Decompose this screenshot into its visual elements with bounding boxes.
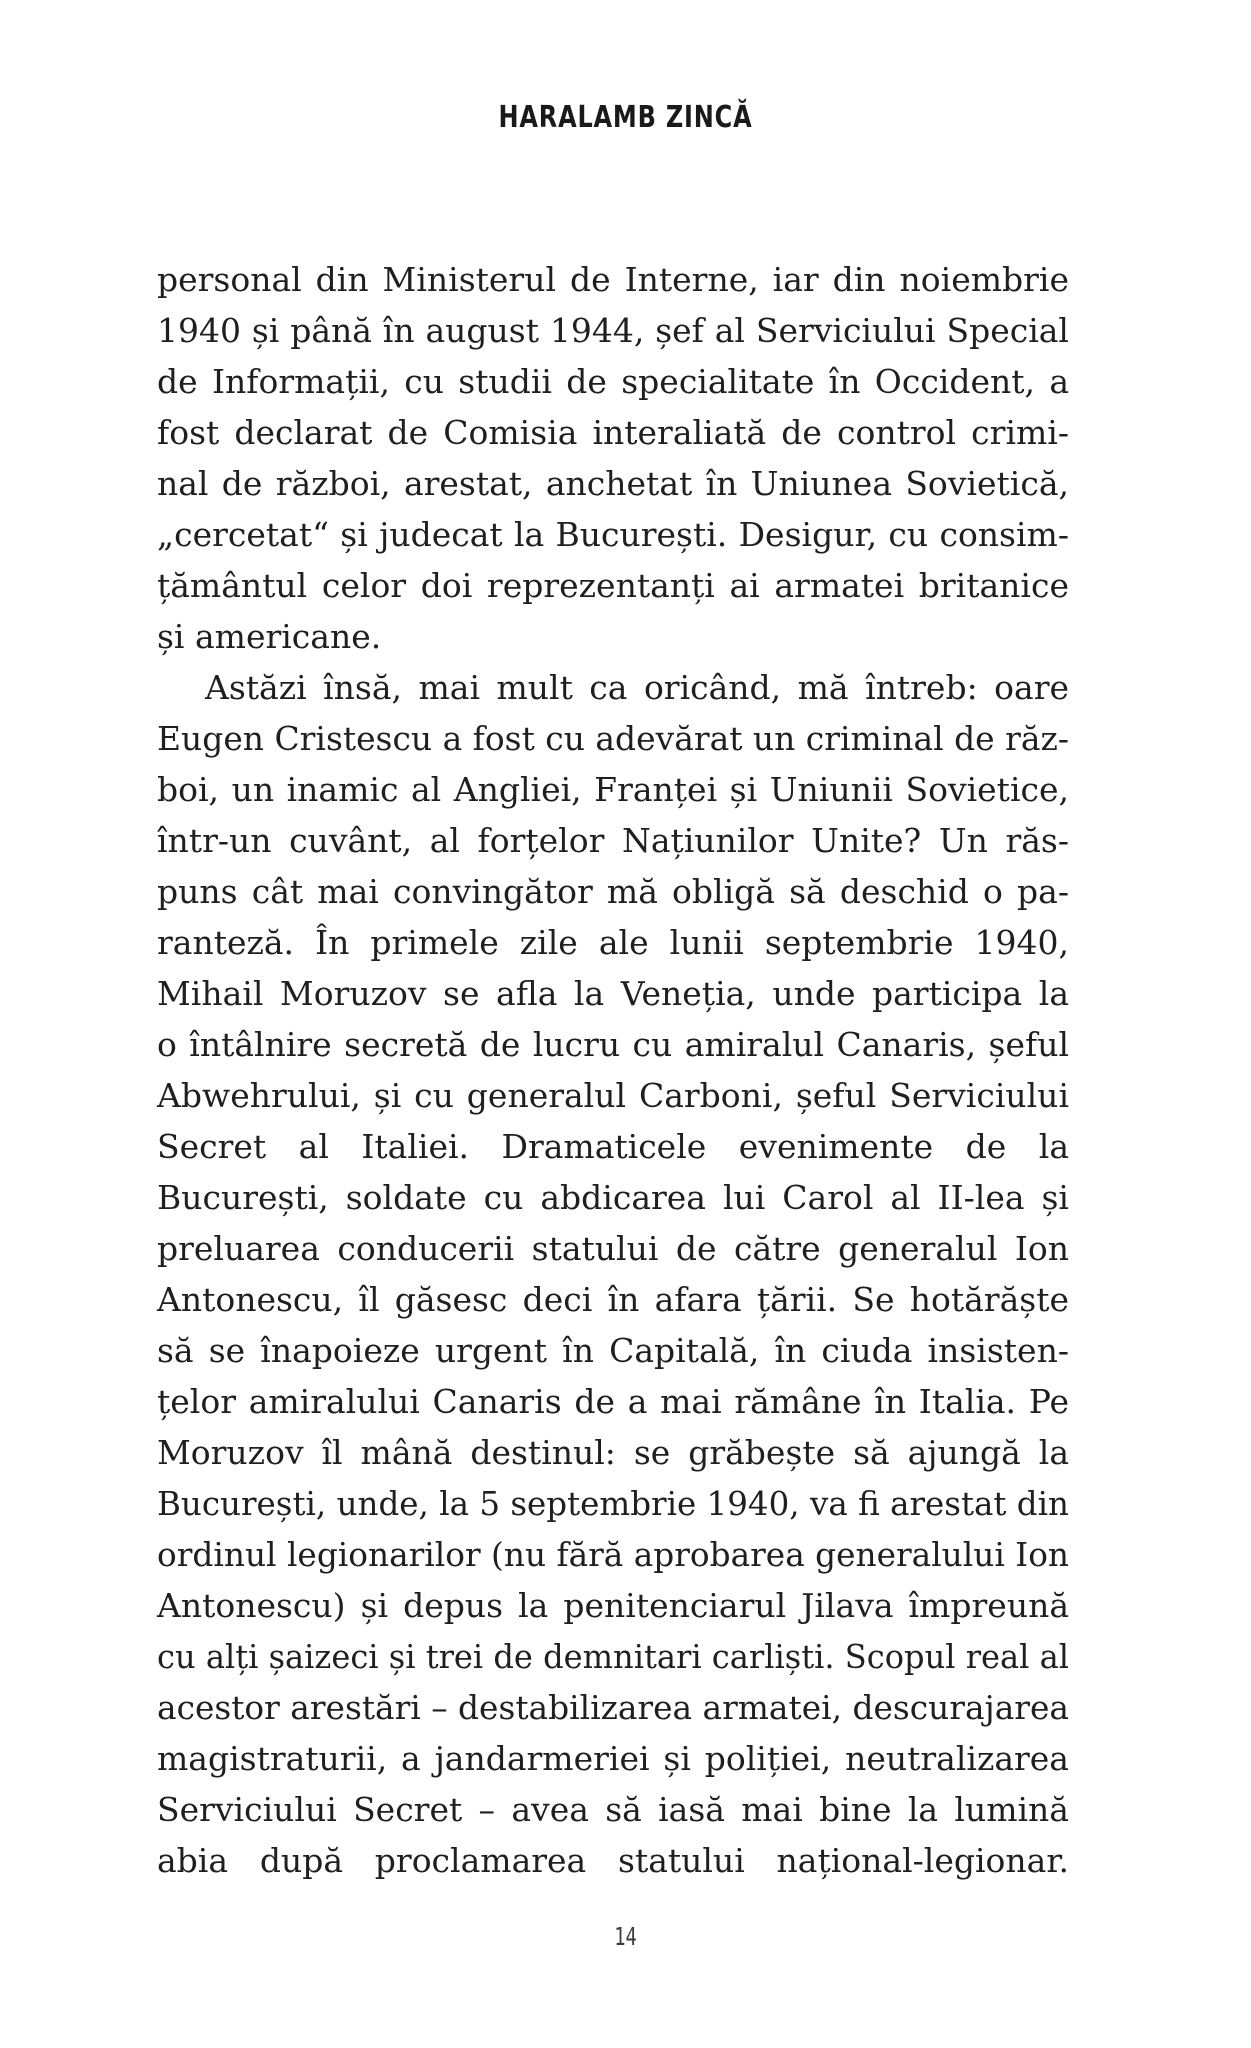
text-line: Antonescu, îl găsesc deci în afara țării. Se hotărăște <box>157 1280 1069 1319</box>
text-line: Mihail Moruzov se afla la Veneția, unde participa la <box>157 974 1069 1013</box>
text-line: Eugen Cristescu a fost cu adevărat un criminal de răz- <box>157 719 1069 758</box>
body-text <box>157 254 1069 1886</box>
paragraph-1 <box>157 254 1069 662</box>
text-line: Abwehrului, și cu generalul Carboni, șeful Serviciului <box>157 1076 1069 1115</box>
text-line: abia după proclamarea statului național-legionar. <box>157 1841 1069 1880</box>
text-line: personal din Ministerul de Interne, iar din noiembrie <box>157 260 1069 299</box>
text-line: nal de război, arestat, anchetat în Uniunea Sovietică, <box>157 464 1069 503</box>
text-line: preluarea conducerii statului de către generalul Ion <box>157 1229 1069 1268</box>
text-line: și americane. <box>157 617 382 656</box>
text-line: o întâlnire secretă de lucru cu amiralul Canaris, șeful <box>157 1025 1069 1064</box>
text-line: de Informații, cu studii de specialitate în Occident, a <box>157 362 1069 401</box>
text-line: puns cât mai convingător mă obligă să deschid o pa- <box>157 872 1069 911</box>
text-line: Serviciului Secret – avea să iasă mai bine la lumină <box>157 1790 1069 1829</box>
text-line: acestor arestări – destabilizarea armatei, descurajarea <box>157 1688 1069 1727</box>
text-line: țământul celor doi reprezentanți ai armatei britanice <box>157 566 1069 605</box>
running-head: HARALAMB ZINCĂ <box>498 100 753 135</box>
text-line: să se înapoieze urgent în Capitală, în ciuda insisten- <box>157 1331 1069 1370</box>
text-line: cu alți șaizeci și trei de demnitari carliști. Scopul real al <box>157 1637 1070 1676</box>
text-line: „cercetat“ și judecat la București. Desigur, cu consim- <box>157 515 1069 554</box>
text-line: fost declarat de Comisia interaliată de control crimi- <box>157 413 1069 452</box>
text-line: București, unde, la 5 septembrie 1940, va fi arestat din <box>157 1484 1069 1523</box>
text-line: Astăzi însă, mai mult ca oricând, mă întreb: oare <box>205 668 1069 707</box>
text-line: țelor amiralului Canaris de a mai rămâne în Italia. Pe <box>157 1382 1069 1421</box>
text-line: Moruzov îl mână destinul: se grăbește să ajungă la <box>157 1433 1069 1472</box>
text-line: ordinul legionarilor (nu fără aprobarea generalului Ion <box>157 1535 1070 1574</box>
text-line: 1940 și până în august 1944, șef al Serviciului Special <box>157 311 1069 350</box>
text-line: într-un cuvânt, al forțelor Națiunilor Unite? Un răs- <box>157 821 1069 860</box>
paragraph-2 <box>157 662 1069 1886</box>
text-line: boi, un inamic al Angliei, Franței și Uniunii Sovietice, <box>157 770 1069 809</box>
text-line: magistraturii, a jandarmeriei și poliției, neutralizarea <box>157 1739 1069 1778</box>
text-line: Antonescu) și depus la penitenciarul Jilava împreună <box>157 1586 1069 1625</box>
text-line: București, soldate cu abdicarea lui Carol al II-lea și <box>157 1178 1069 1217</box>
text-line: ranteză. În primele zile ale lunii septembrie 1940, <box>157 923 1069 962</box>
page-number: 14 <box>614 1922 637 1951</box>
text-line: Secret al Italiei. Dramaticele evenimente de la <box>157 1127 1069 1166</box>
